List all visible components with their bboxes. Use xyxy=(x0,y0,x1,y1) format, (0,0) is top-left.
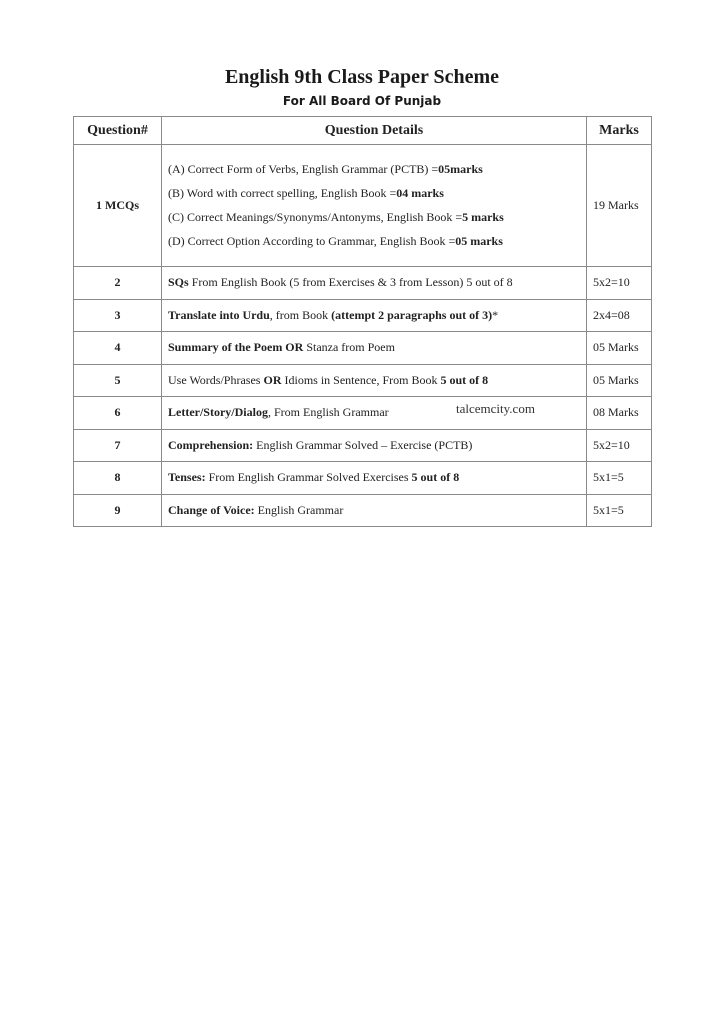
table-row xyxy=(74,364,652,397)
paper-scheme-table xyxy=(73,116,652,527)
question-details: Tenses: From English Grammar Solved Exercises 5 out of 8 xyxy=(162,462,587,495)
mcq-item: (C) Correct Meanings/Synonyms/Antonyms, English Book =5 marks xyxy=(168,209,504,224)
mcq-item: (B) Word with correct spelling, English Book =04 marks xyxy=(168,185,444,200)
question-details: Translate into Urdu, from Book (attempt 2 paragraphs out of 3)* xyxy=(162,299,587,332)
question-marks: 05 Marks xyxy=(587,332,652,365)
question-number: 2 xyxy=(74,267,162,300)
question-marks: 5x2=10 xyxy=(587,267,652,300)
table-row-mcq xyxy=(74,145,652,267)
mcq-item: (D) Correct Option According to Grammar, English Book =05 marks xyxy=(168,233,503,248)
question-number: 3 xyxy=(74,299,162,332)
table-row xyxy=(74,462,652,495)
question-details: Use Words/Phrases OR Idioms in Sentence, From Book 5 out of 8 xyxy=(162,364,587,397)
table-row xyxy=(74,429,652,462)
question-number: 5 xyxy=(74,364,162,397)
question-details xyxy=(162,145,587,267)
table-row xyxy=(74,267,652,300)
mcq-item: (A) Correct Form of Verbs, English Grammar (PCTB) =05marks xyxy=(168,161,483,176)
question-number: 7 xyxy=(74,429,162,462)
question-details: Comprehension: English Grammar Solved – Exercise (PCTB) xyxy=(162,429,587,462)
question-marks: 5x1=5 xyxy=(587,462,652,495)
question-marks: 19 Marks xyxy=(587,145,652,267)
question-number: 9 xyxy=(74,494,162,527)
question-number: 8 xyxy=(74,462,162,495)
table-row xyxy=(74,397,652,430)
header-question: Question# xyxy=(74,117,162,145)
question-marks: 5x2=10 xyxy=(587,429,652,462)
header-marks: Marks xyxy=(587,117,652,145)
table-row xyxy=(74,299,652,332)
page-title: English 9th Class Paper Scheme xyxy=(224,66,500,88)
question-marks: 05 Marks xyxy=(587,364,652,397)
question-details: SQs From English Book (5 from Exercises & 3 from Lesson) 5 out of 8 xyxy=(162,267,587,300)
question-marks: 08 Marks xyxy=(587,397,652,430)
question-number: 1 MCQs xyxy=(74,145,162,267)
header-question-details: Question Details xyxy=(162,117,587,145)
question-marks: 2x4=08 xyxy=(587,299,652,332)
question-marks: 5x1=5 xyxy=(587,494,652,527)
page-subtitle: For All Board Of Punjab xyxy=(282,94,442,108)
question-details: Summary of the Poem OR Stanza from Poem xyxy=(162,332,587,365)
question-details: Change of Voice: English Grammar xyxy=(162,494,587,527)
watermark-site-text: talcemcity.com xyxy=(456,401,535,416)
table-row xyxy=(74,494,652,527)
table-header-row xyxy=(74,117,652,145)
question-details: Letter/Story/Dialog, From English Grammar xyxy=(162,397,587,430)
question-number: 6 xyxy=(74,397,162,430)
question-number: 4 xyxy=(74,332,162,365)
table-row xyxy=(74,332,652,365)
